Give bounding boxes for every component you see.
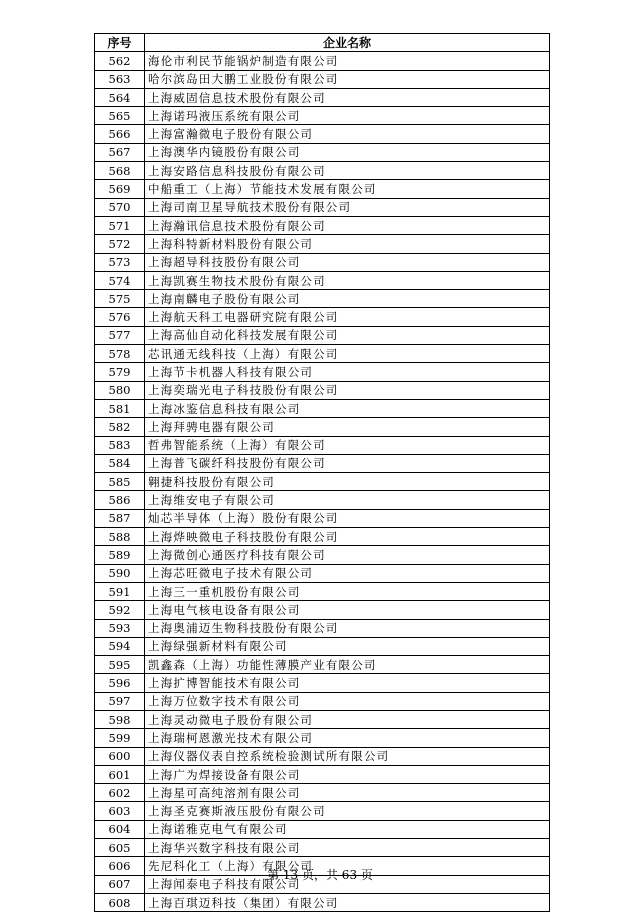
- serial-number-cell: 564: [95, 88, 145, 106]
- company-name-cell: 上海司南卫星导航技术股份有限公司: [145, 198, 550, 216]
- company-name-cell: 上海百琪迈科技（集团）有限公司: [145, 893, 550, 911]
- serial-number-cell: 571: [95, 216, 145, 234]
- serial-number-cell: 587: [95, 509, 145, 527]
- table-row: [95, 710, 550, 728]
- company-name-cell: 上海澳华内镜股份有限公司: [145, 143, 550, 161]
- company-name-cell: 上海普飞碳纤科技股份有限公司: [145, 454, 550, 472]
- serial-number-cell: 576: [95, 308, 145, 326]
- serial-number-cell: 583: [95, 436, 145, 454]
- serial-number-cell: 603: [95, 802, 145, 820]
- serial-number-cell: 579: [95, 363, 145, 381]
- serial-number-cell: 608: [95, 893, 145, 911]
- table-row: [95, 802, 550, 820]
- company-name-cell: 海伦市利民节能锅炉制造有限公司: [145, 52, 550, 70]
- company-name-cell: 上海灵动微电子股份有限公司: [145, 710, 550, 728]
- serial-number-cell: 575: [95, 290, 145, 308]
- table-row: [95, 345, 550, 363]
- table-row: [95, 418, 550, 436]
- header-company-name: 企业名称: [145, 34, 550, 52]
- company-name-cell: 翱捷科技股份有限公司: [145, 473, 550, 491]
- serial-number-cell: 599: [95, 729, 145, 747]
- serial-number-cell: 593: [95, 619, 145, 637]
- company-name-cell: 上海三一重机股份有限公司: [145, 582, 550, 600]
- table-row: [95, 290, 550, 308]
- company-name-cell: 中船重工（上海）节能技术发展有限公司: [145, 180, 550, 198]
- table-body: [95, 52, 550, 912]
- table-row: [95, 70, 550, 88]
- table-row: [95, 125, 550, 143]
- serial-number-cell: 592: [95, 601, 145, 619]
- serial-number-cell: 601: [95, 765, 145, 783]
- company-name-cell: 上海富瀚微电子股份有限公司: [145, 125, 550, 143]
- serial-number-cell: 569: [95, 180, 145, 198]
- serial-number-cell: 574: [95, 271, 145, 289]
- serial-number-cell: 596: [95, 674, 145, 692]
- serial-number-cell: 600: [95, 747, 145, 765]
- company-name-cell: 上海仪器仪表自控系统检验测试所有限公司: [145, 747, 550, 765]
- serial-number-cell: 565: [95, 107, 145, 125]
- table-header-row: [95, 34, 550, 52]
- company-name-cell: 上海微创心通医疗科技有限公司: [145, 546, 550, 564]
- table-row: [95, 509, 550, 527]
- company-name-cell: 芯讯通无线科技（上海）有限公司: [145, 345, 550, 363]
- table-row: [95, 656, 550, 674]
- serial-number-cell: 567: [95, 143, 145, 161]
- table-row: [95, 180, 550, 198]
- company-name-cell: 上海绿强新材料有限公司: [145, 637, 550, 655]
- serial-number-cell: 570: [95, 198, 145, 216]
- company-name-cell: 上海节卡机器人科技有限公司: [145, 363, 550, 381]
- company-name-cell: 上海扩博智能技术有限公司: [145, 674, 550, 692]
- serial-number-cell: 585: [95, 473, 145, 491]
- table-row: [95, 52, 550, 70]
- company-name-cell: 上海诺玛液压系统有限公司: [145, 107, 550, 125]
- company-name-cell: 上海航天科工电器研究院有限公司: [145, 308, 550, 326]
- company-name-cell: 上海万位数字技术有限公司: [145, 692, 550, 710]
- table-row: [95, 162, 550, 180]
- serial-number-cell: 584: [95, 454, 145, 472]
- company-name-cell: 上海凯赛生物技术股份有限公司: [145, 271, 550, 289]
- serial-number-cell: 598: [95, 710, 145, 728]
- company-name-cell: 灿芯半导体（上海）股份有限公司: [145, 509, 550, 527]
- table-row: [95, 308, 550, 326]
- company-name-cell: 上海冰鉴信息科技有限公司: [145, 399, 550, 417]
- serial-number-cell: 595: [95, 656, 145, 674]
- serial-number-cell: 605: [95, 839, 145, 857]
- serial-number-cell: 590: [95, 564, 145, 582]
- company-name-cell: 上海南麟电子股份有限公司: [145, 290, 550, 308]
- table-row: [95, 143, 550, 161]
- table-row: [95, 601, 550, 619]
- table-row: [95, 88, 550, 106]
- company-name-cell: 上海烨映微电子科技股份有限公司: [145, 528, 550, 546]
- table-row: [95, 619, 550, 637]
- company-name-cell: 上海拜骋电器有限公司: [145, 418, 550, 436]
- table-row: [95, 399, 550, 417]
- table-row: [95, 381, 550, 399]
- serial-number-cell: 589: [95, 546, 145, 564]
- company-name-cell: 上海安路信息科技股份有限公司: [145, 162, 550, 180]
- serial-number-cell: 594: [95, 637, 145, 655]
- serial-number-cell: 606: [95, 857, 145, 875]
- table-row: [95, 473, 550, 491]
- serial-number-cell: 588: [95, 528, 145, 546]
- company-name-cell: 上海高仙自动化科技发展有限公司: [145, 326, 550, 344]
- serial-number-cell: 604: [95, 820, 145, 838]
- serial-number-cell: 591: [95, 582, 145, 600]
- serial-number-cell: 597: [95, 692, 145, 710]
- company-name-cell: 上海圣克赛斯液压股份有限公司: [145, 802, 550, 820]
- company-list-table: [94, 33, 550, 912]
- table-row: [95, 692, 550, 710]
- company-name-cell: 上海电气核电设备有限公司: [145, 601, 550, 619]
- company-name-cell: 上海星可高纯溶剂有限公司: [145, 784, 550, 802]
- serial-number-cell: 582: [95, 418, 145, 436]
- company-name-cell: 上海诺雅克电气有限公司: [145, 820, 550, 838]
- table-row: [95, 784, 550, 802]
- table-row: [95, 674, 550, 692]
- table-row: [95, 637, 550, 655]
- company-name-cell: 上海超导科技股份有限公司: [145, 253, 550, 271]
- company-name-cell: 哈尔滨岛田大鹏工业股份有限公司: [145, 70, 550, 88]
- table-row: [95, 893, 550, 911]
- table-row: [95, 820, 550, 838]
- company-name-cell: 哲弗智能系统（上海）有限公司: [145, 436, 550, 454]
- serial-number-cell: 581: [95, 399, 145, 417]
- table-row: [95, 582, 550, 600]
- company-name-cell: 凯鑫森（上海）功能性薄膜产业有限公司: [145, 656, 550, 674]
- company-name-cell: 上海广为焊接设备有限公司: [145, 765, 550, 783]
- company-name-cell: 上海奥浦迈生物科技股份有限公司: [145, 619, 550, 637]
- table-row: [95, 729, 550, 747]
- company-name-cell: 上海科特新材料股份有限公司: [145, 235, 550, 253]
- serial-number-cell: 607: [95, 875, 145, 893]
- serial-number-cell: 580: [95, 381, 145, 399]
- company-name-cell: 上海维安电子有限公司: [145, 491, 550, 509]
- header-serial-number: 序号: [95, 34, 145, 52]
- serial-number-cell: 566: [95, 125, 145, 143]
- table-row: [95, 198, 550, 216]
- serial-number-cell: 573: [95, 253, 145, 271]
- table-row: [95, 528, 550, 546]
- table-row: [95, 363, 550, 381]
- table-row: [95, 765, 550, 783]
- table-row: [95, 491, 550, 509]
- table-row: [95, 564, 550, 582]
- serial-number-cell: 602: [95, 784, 145, 802]
- company-name-cell: 上海威固信息技术股份有限公司: [145, 88, 550, 106]
- table-row: [95, 107, 550, 125]
- serial-number-cell: 572: [95, 235, 145, 253]
- page-number-footer: 第 13 页，共 63 页: [267, 868, 373, 882]
- company-name-cell: 上海华兴数字科技有限公司: [145, 839, 550, 857]
- serial-number-cell: 568: [95, 162, 145, 180]
- serial-number-cell: 577: [95, 326, 145, 344]
- table-row: [95, 253, 550, 271]
- serial-number-cell: 563: [95, 70, 145, 88]
- table-row: [95, 436, 550, 454]
- serial-number-cell: 586: [95, 491, 145, 509]
- table-row: [95, 235, 550, 253]
- table-row: [95, 546, 550, 564]
- table-row: [95, 454, 550, 472]
- table-row: [95, 271, 550, 289]
- table-row: [95, 839, 550, 857]
- serial-number-cell: 562: [95, 52, 145, 70]
- table-row: [95, 216, 550, 234]
- serial-number-cell: 578: [95, 345, 145, 363]
- company-name-cell: 上海闻泰电子科技有限公司: [145, 875, 550, 893]
- company-name-cell: 上海瑞柯恩激光技术有限公司: [145, 729, 550, 747]
- table-row: [95, 326, 550, 344]
- company-name-cell: 先尼科化工（上海）有限公司: [145, 857, 550, 875]
- table-row: [95, 747, 550, 765]
- company-name-cell: 上海芯旺微电子技术有限公司: [145, 564, 550, 582]
- company-name-cell: 上海瀚讯信息技术股份有限公司: [145, 216, 550, 234]
- company-name-cell: 上海奕瑞光电子科技股份有限公司: [145, 381, 550, 399]
